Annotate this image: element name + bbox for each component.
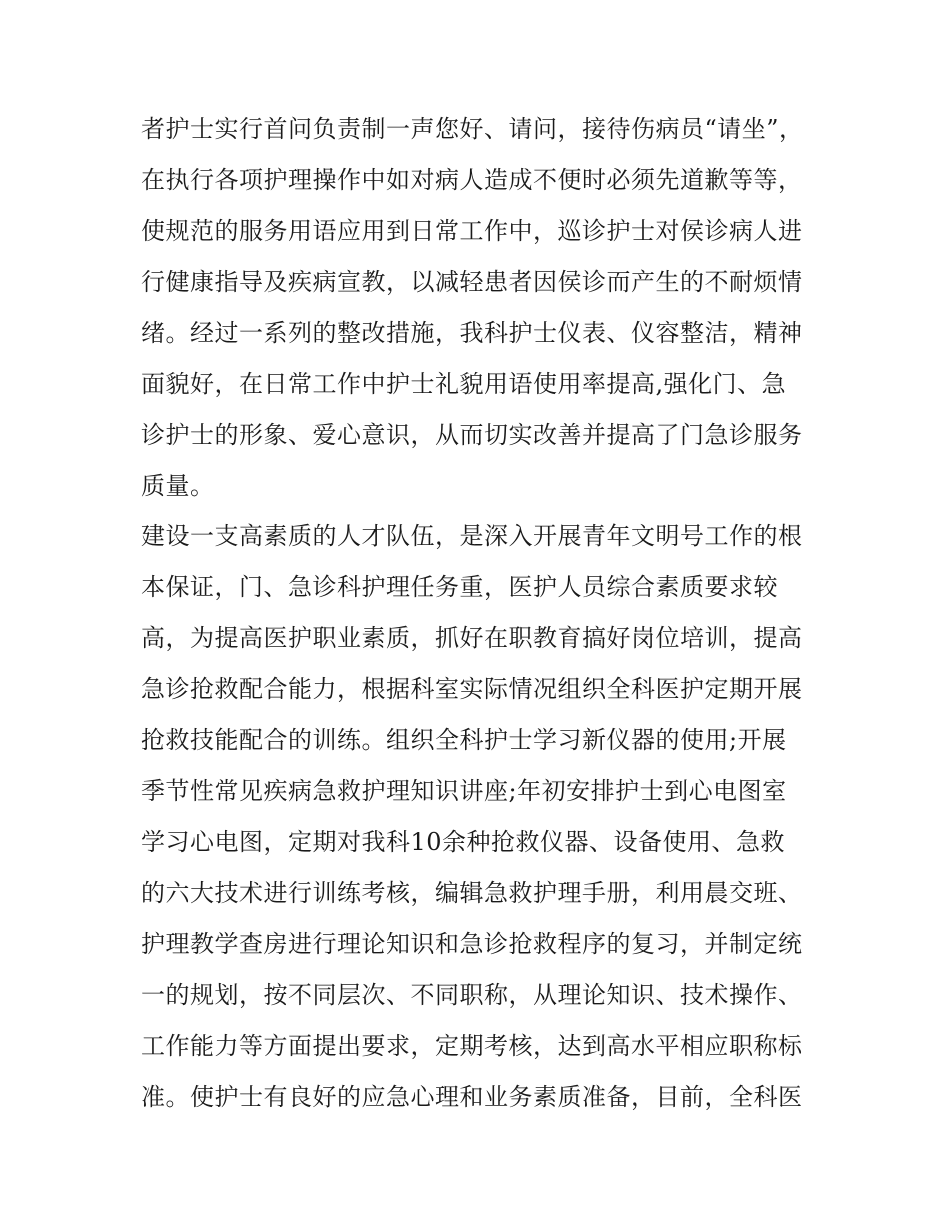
text-line: 一的规划，按不同层次、不同职称，从理论知识、技术操作、 — [141, 981, 803, 1009]
text-line: 护理教学查房进行理论知识和急诊抢救程序的复习，并制定统 — [141, 930, 803, 958]
text-line: 学习心电图，定期对我科10余种抢救仪器、设备使用、急救 — [141, 828, 786, 856]
text-line: 建设一支高素质的人才队伍，是深入开展青年文明号工作的根 — [141, 522, 803, 550]
text-line: 工作能力等方面提出要求，定期考核，达到高水平相应职称标 — [141, 1032, 803, 1060]
text-line: 的六大技术进行训练考核，编辑急救护理手册，利用晨交班、 — [141, 879, 803, 907]
text-line: 行健康指导及疾病宣教，以减轻患者因侯诊而产生的不耐烦情 — [141, 268, 803, 296]
text-line: 使规范的服务用语应用到日常工作中，巡诊护士对侯诊病人进 — [141, 217, 803, 245]
text-line: 准。使护士有良好的应急心理和业务素质准备，目前，全科医 — [141, 1083, 803, 1111]
text-line: 绪。经过一系列的整改措施，我科护士仪表、仪容整洁，精神 — [141, 319, 803, 347]
text-line: 高，为提高医护职业素质，抓好在职教育搞好岗位培训，提高 — [141, 624, 803, 652]
text-line: 诊护士的形象、爱心意识，从而切实改善并提高了门急诊服务 — [141, 421, 803, 449]
text-line: 抢救技能配合的训练。组织全科护士学习新仪器的使用;开展 — [141, 726, 787, 754]
text-line: 本保证，门、急诊科护理任务重，医护人员综合素质要求较 — [141, 573, 778, 601]
text-line: 面貌好，在日常工作中护士礼貌用语使用率提高,强化门、急 — [141, 370, 787, 398]
text-line: 季节性常见疾病急救护理知识讲座;年初安排护士到心电图室 — [141, 777, 787, 805]
text-line: 在执行各项护理操作中如对病人造成不便时必须先道歉等等， — [141, 166, 803, 194]
text-line: 质量。 — [141, 472, 215, 500]
text-line: 者护士实行首问负责制一声您好、请问，接待伤病员“请坐”， — [141, 115, 804, 143]
text-line: 急诊抢救配合能力，根据科室实际情况组织全科医护定期开展 — [141, 675, 803, 703]
